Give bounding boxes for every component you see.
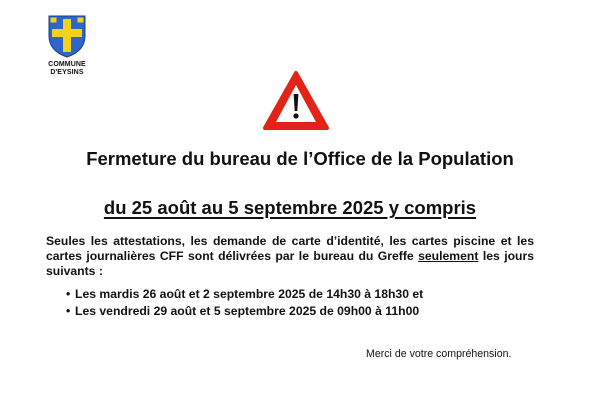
logo-line-commune: COMMUNE (48, 61, 86, 68)
notice-body-end: les jours suivants : (46, 249, 535, 278)
list-item: • Les mardis 26 août et 2 septembre 2025 de 14h30 à 18h30 et (66, 286, 423, 303)
warning-triangle-icon (262, 70, 330, 132)
notice-body-emphasis: seulement (418, 249, 479, 263)
closure-dates (0, 197, 580, 219)
coat-of-arms-icon (47, 14, 87, 58)
notice-body-start: Seules les attestations, les demande de carte d’identité, les cartes piscine et les cartes journalières CFF sont délivrées par le bureau du Greffe (46, 234, 534, 263)
thanks-text: Merci de votre compréhension. (366, 348, 512, 360)
opening-days-list (66, 286, 423, 320)
list-item: • Les vendredi 29 août et 5 septembre 2025 de 09h00 à 11h00 (66, 303, 423, 320)
closure-dates-text: du 25 août au 5 septembre 2025 y compris (103, 197, 477, 218)
logo-line-eysins: D'EYSINS (50, 69, 84, 76)
notice-body (46, 234, 534, 279)
commune-logo (36, 14, 98, 77)
notice-title: Fermeture du bureau de l’Office de la Population (86, 148, 514, 169)
